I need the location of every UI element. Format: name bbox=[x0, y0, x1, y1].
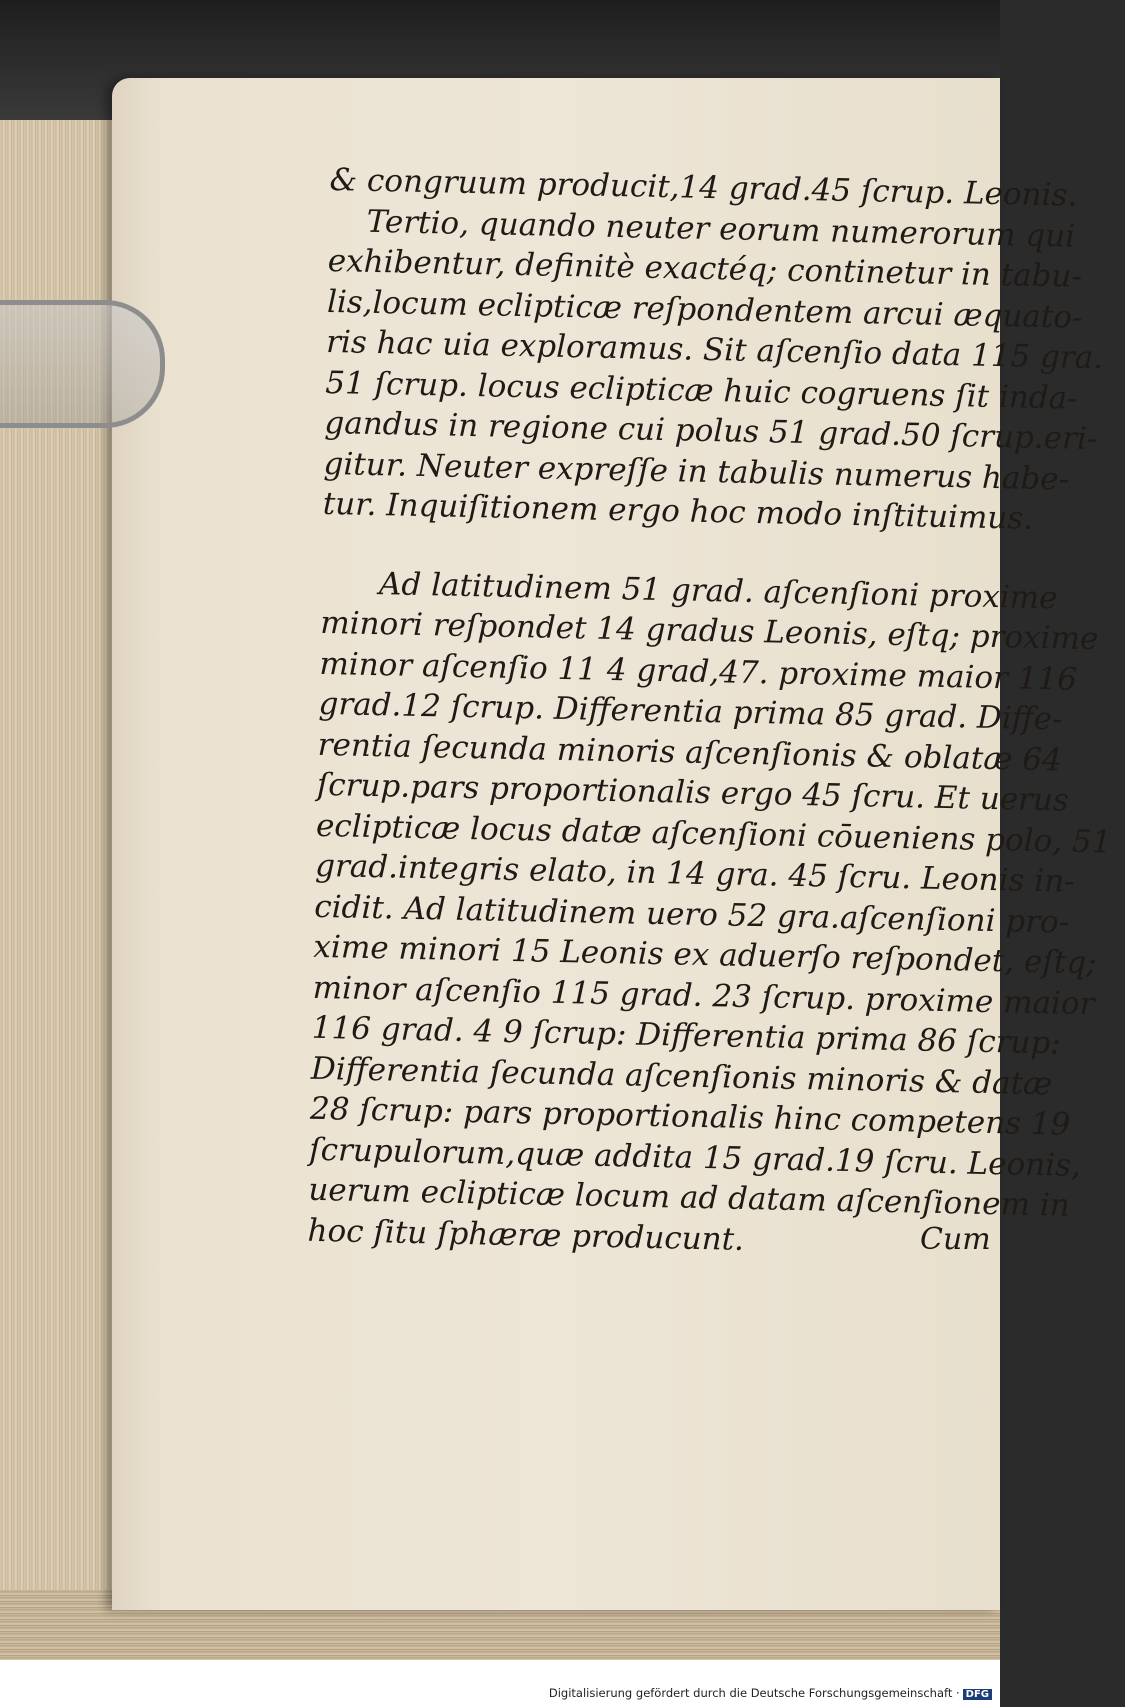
text-line: & congruum producit,14 grad.45 ſcrup. Leonis. bbox=[329, 161, 1078, 214]
text-line: minori reſpondet 14 gradus Leonis, eſtq; proxime bbox=[319, 604, 1099, 658]
text-line: grad.12 ſcrup. Differentia prima 85 grad. Diffe- bbox=[318, 685, 1063, 738]
text-line: rentia ſecunda minoris aſcenſionis & oblatæ 64 bbox=[317, 726, 1063, 778]
text-line: exhibentur, definitè exactéq; continetur in tabu- bbox=[327, 242, 1083, 295]
text-line: gitur. Neuter expreſſe in tabulis numerus habe- bbox=[323, 445, 1070, 498]
text-line: 116 grad. 4 9 ſcrup: Differentia prima 86 ſcrup: bbox=[311, 1009, 1062, 1062]
text-line: tur. Inquiſitionem ergo hoc modo inſtituimus. bbox=[322, 485, 1034, 537]
text-line: 28 ſcrup: pars proportionalis hinc competens 19 bbox=[309, 1090, 1071, 1143]
text-line: xime minori 15 Leonis ex aduerſo reſpondet, eſtq; bbox=[313, 928, 1097, 982]
text-line: Tertio, quando neuter eorum numerorum qui bbox=[366, 203, 1076, 255]
text-line: grad.integris elato, in 14 gra. 45 ſcru. Leonis in- bbox=[314, 847, 1075, 900]
text-line: Differentia ſecunda aſcenſionis minoris & datæ bbox=[310, 1050, 1053, 1102]
text-line: hoc ſitu ſphæræ producunt. bbox=[307, 1212, 745, 1258]
text-line: Ad latitudinem 51 grad. aſcenſioni proxime bbox=[378, 565, 1058, 616]
text-line: gandus in regione cui polus 51 grad.50 ſcrup.eri- bbox=[324, 404, 1098, 458]
text-line: minor aſcenſio 115 grad. 23 ſcrup. proxime maior bbox=[312, 969, 1095, 1022]
text-line: ſcrupulorum,quæ addita 15 grad.19 ſcru. Leonis, bbox=[308, 1131, 1082, 1184]
text-line: 51 ſcrup. locus eclipticæ huic cogruens ſit inda- bbox=[324, 364, 1078, 417]
text-line: uerum eclipticæ locum ad datam aſcenſionem in bbox=[308, 1171, 1071, 1224]
text-line: ſcrup.pars proportionalis ergo 45 ſcru. Et uerus bbox=[316, 766, 1070, 819]
digitization-credit bbox=[549, 1686, 992, 1700]
credit-text: Digitalisierung gefördert durch die Deutsche Forschungsgemeinschaft · bbox=[548, 1686, 960, 1700]
text-line: lis,locum eclipticæ reſpondentem arcui æquato- bbox=[326, 283, 1083, 336]
page-clip bbox=[0, 300, 165, 428]
text-line: cidit. Ad latitudinem uero 52 gra.aſcenſioni pro- bbox=[313, 888, 1070, 941]
text-line: minor aſcenſio 11 4 grad,47. proxime maior 116 bbox=[319, 645, 1078, 698]
dfg-logo-icon: DFG bbox=[963, 1689, 992, 1700]
text-line: ris hac uia exploramus. Sit aſcenſio data 115 gra. bbox=[325, 323, 1104, 377]
text-line: eclipticæ locus datæ aſcenſioni cōueniens polo, 51 bbox=[315, 807, 1112, 861]
catchword: Cum bbox=[920, 1222, 991, 1257]
page-text bbox=[307, 160, 1112, 1264]
